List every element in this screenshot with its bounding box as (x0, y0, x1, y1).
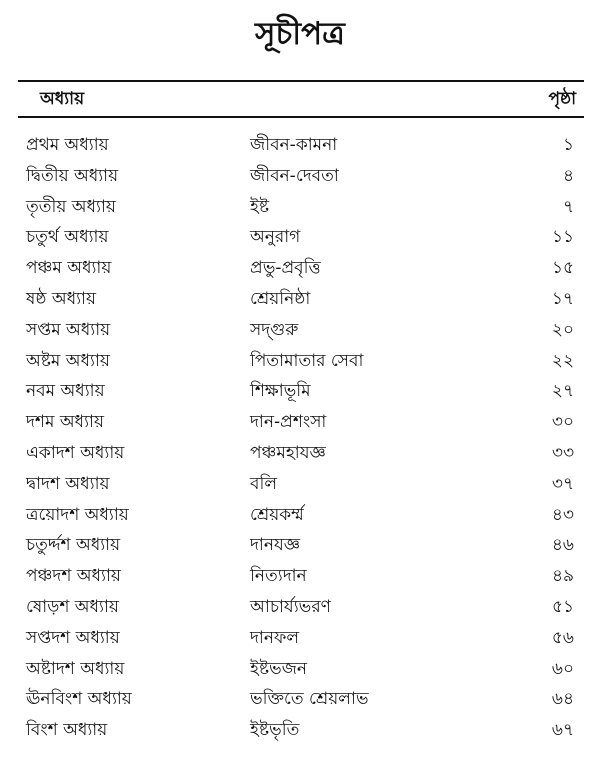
contents-row (0, 253, 600, 284)
chapter-name: চতুর্দ্দশ অধ্যায় (26, 535, 121, 556)
chapter-topic: ভক্তিতে শ্রেয়লাভ (250, 689, 369, 710)
page-number: ২৭ (551, 381, 574, 402)
chapter-topic: সদ্গুরু (250, 319, 299, 340)
chapter-topic: প্রভু-প্রবৃত্তি (250, 258, 321, 279)
contents-row (0, 407, 600, 438)
page-title: সূচীপত্র (255, 16, 345, 52)
page-number: ১১ (551, 227, 574, 248)
contents-list (0, 130, 600, 746)
page-number: ৭ (562, 196, 574, 217)
chapter-name: ষষ্ঠ অধ্যায় (26, 288, 96, 309)
contents-row (0, 222, 600, 253)
chapter-topic: জীবন-কামনা (250, 135, 338, 155)
chapter-name: দশম অধ্যায় (26, 412, 104, 433)
chapter-name: পঞ্চম অধ্যায় (26, 258, 112, 279)
page-number: ১৫ (551, 258, 574, 279)
chapter-topic: নিত্যদান (250, 566, 307, 587)
contents-row (0, 500, 600, 531)
contents-row (0, 623, 600, 654)
chapter-topic: দানযজ্ঞ (250, 535, 301, 556)
page-number: ৪৬ (551, 535, 574, 556)
page-number: ৫১ (551, 596, 574, 617)
chapter-topic: পঞ্চমহাযজ্ঞ (250, 442, 326, 463)
contents-row (0, 592, 600, 623)
contents-row (0, 130, 600, 161)
contents-row (0, 346, 600, 377)
contents-row (0, 684, 600, 715)
contents-row (0, 284, 600, 315)
chapter-column-header: অধ্যায় (40, 89, 85, 109)
page-number: ১৭ (551, 288, 574, 309)
page-number: ৩০ (551, 412, 574, 433)
contents-row (0, 654, 600, 685)
chapter-name: সপ্তদশ অধ্যায় (26, 627, 120, 648)
chapter-name: নবম অধ্যায় (26, 381, 105, 402)
contents-row (0, 192, 600, 223)
chapter-name: দ্বিতীয় অধ্যায় (26, 165, 119, 186)
chapter-topic: দানফল (250, 627, 300, 648)
chapter-name: একাদশ অধ্যায় (26, 442, 125, 463)
chapter-topic: পিতামাতার সেবা (250, 350, 364, 371)
chapter-topic: শিক্ষাভূমি (250, 381, 311, 402)
contents-row (0, 376, 600, 407)
page-number: ২২ (551, 350, 574, 371)
chapter-topic: অনুরাগ (250, 227, 301, 248)
page-number: ৬৭ (551, 720, 574, 741)
chapter-name: তৃতীয় অধ্যায় (26, 196, 116, 217)
contents-row (0, 315, 600, 346)
contents-row (0, 715, 600, 746)
contents-row (0, 161, 600, 192)
chapter-topic: শ্রেয়কর্ম্ম (250, 504, 304, 525)
page-number: ৬৪ (551, 689, 574, 710)
chapter-name: পঞ্চদশ অধ্যায় (26, 566, 121, 587)
chapter-name: ঊনবিংশ অধ্যায় (26, 689, 132, 710)
contents-row (0, 469, 600, 500)
contents-row (0, 530, 600, 561)
contents-row (0, 561, 600, 592)
page-number: ৪ (562, 165, 574, 186)
chapter-name: প্রথম অধ্যায় (26, 135, 109, 155)
chapter-topic: আচার্য্যভরণ (250, 596, 331, 617)
chapter-name: অষ্টম অধ্যায় (26, 350, 110, 371)
chapter-name: বিংশ অধ্যায় (26, 720, 108, 741)
chapter-name: ষোড়শ অধ্যায় (26, 596, 119, 617)
chapter-topic: ইষ্টভজন (250, 658, 308, 679)
page-number: ৪৯ (551, 566, 574, 587)
chapter-topic: জীবন-দেবতা (250, 165, 339, 186)
chapter-topic: ইষ্টভৃতি (250, 720, 300, 741)
chapter-topic: দান-প্রশংসা (250, 412, 327, 433)
chapter-name: চতুর্থ অধ্যায় (26, 227, 109, 248)
chapter-name: অষ্টাদশ অধ্যায় (26, 658, 125, 679)
contents-row (0, 438, 600, 469)
page-number: ৪৩ (551, 504, 574, 525)
page-column-header: পৃষ্ঠা (548, 89, 576, 109)
chapter-name: দ্বাদশ অধ্যায় (26, 473, 110, 494)
page-number: ৫৬ (551, 627, 574, 648)
page-number: ৬০ (551, 658, 574, 679)
table-header (18, 80, 584, 118)
chapter-topic: শ্রেয়নিষ্ঠা (250, 288, 311, 309)
page-number: ৩৭ (551, 473, 574, 494)
chapter-name: সপ্তম অধ্যায় (26, 319, 111, 340)
page-number: ১ (562, 135, 574, 155)
chapter-name: ত্রয়োদশ অধ্যায় (26, 504, 129, 525)
page-number: ৩৩ (551, 442, 574, 463)
chapter-topic: ইষ্ট (250, 196, 270, 217)
chapter-topic: বলি (250, 473, 277, 494)
page-number: ২০ (551, 319, 574, 340)
